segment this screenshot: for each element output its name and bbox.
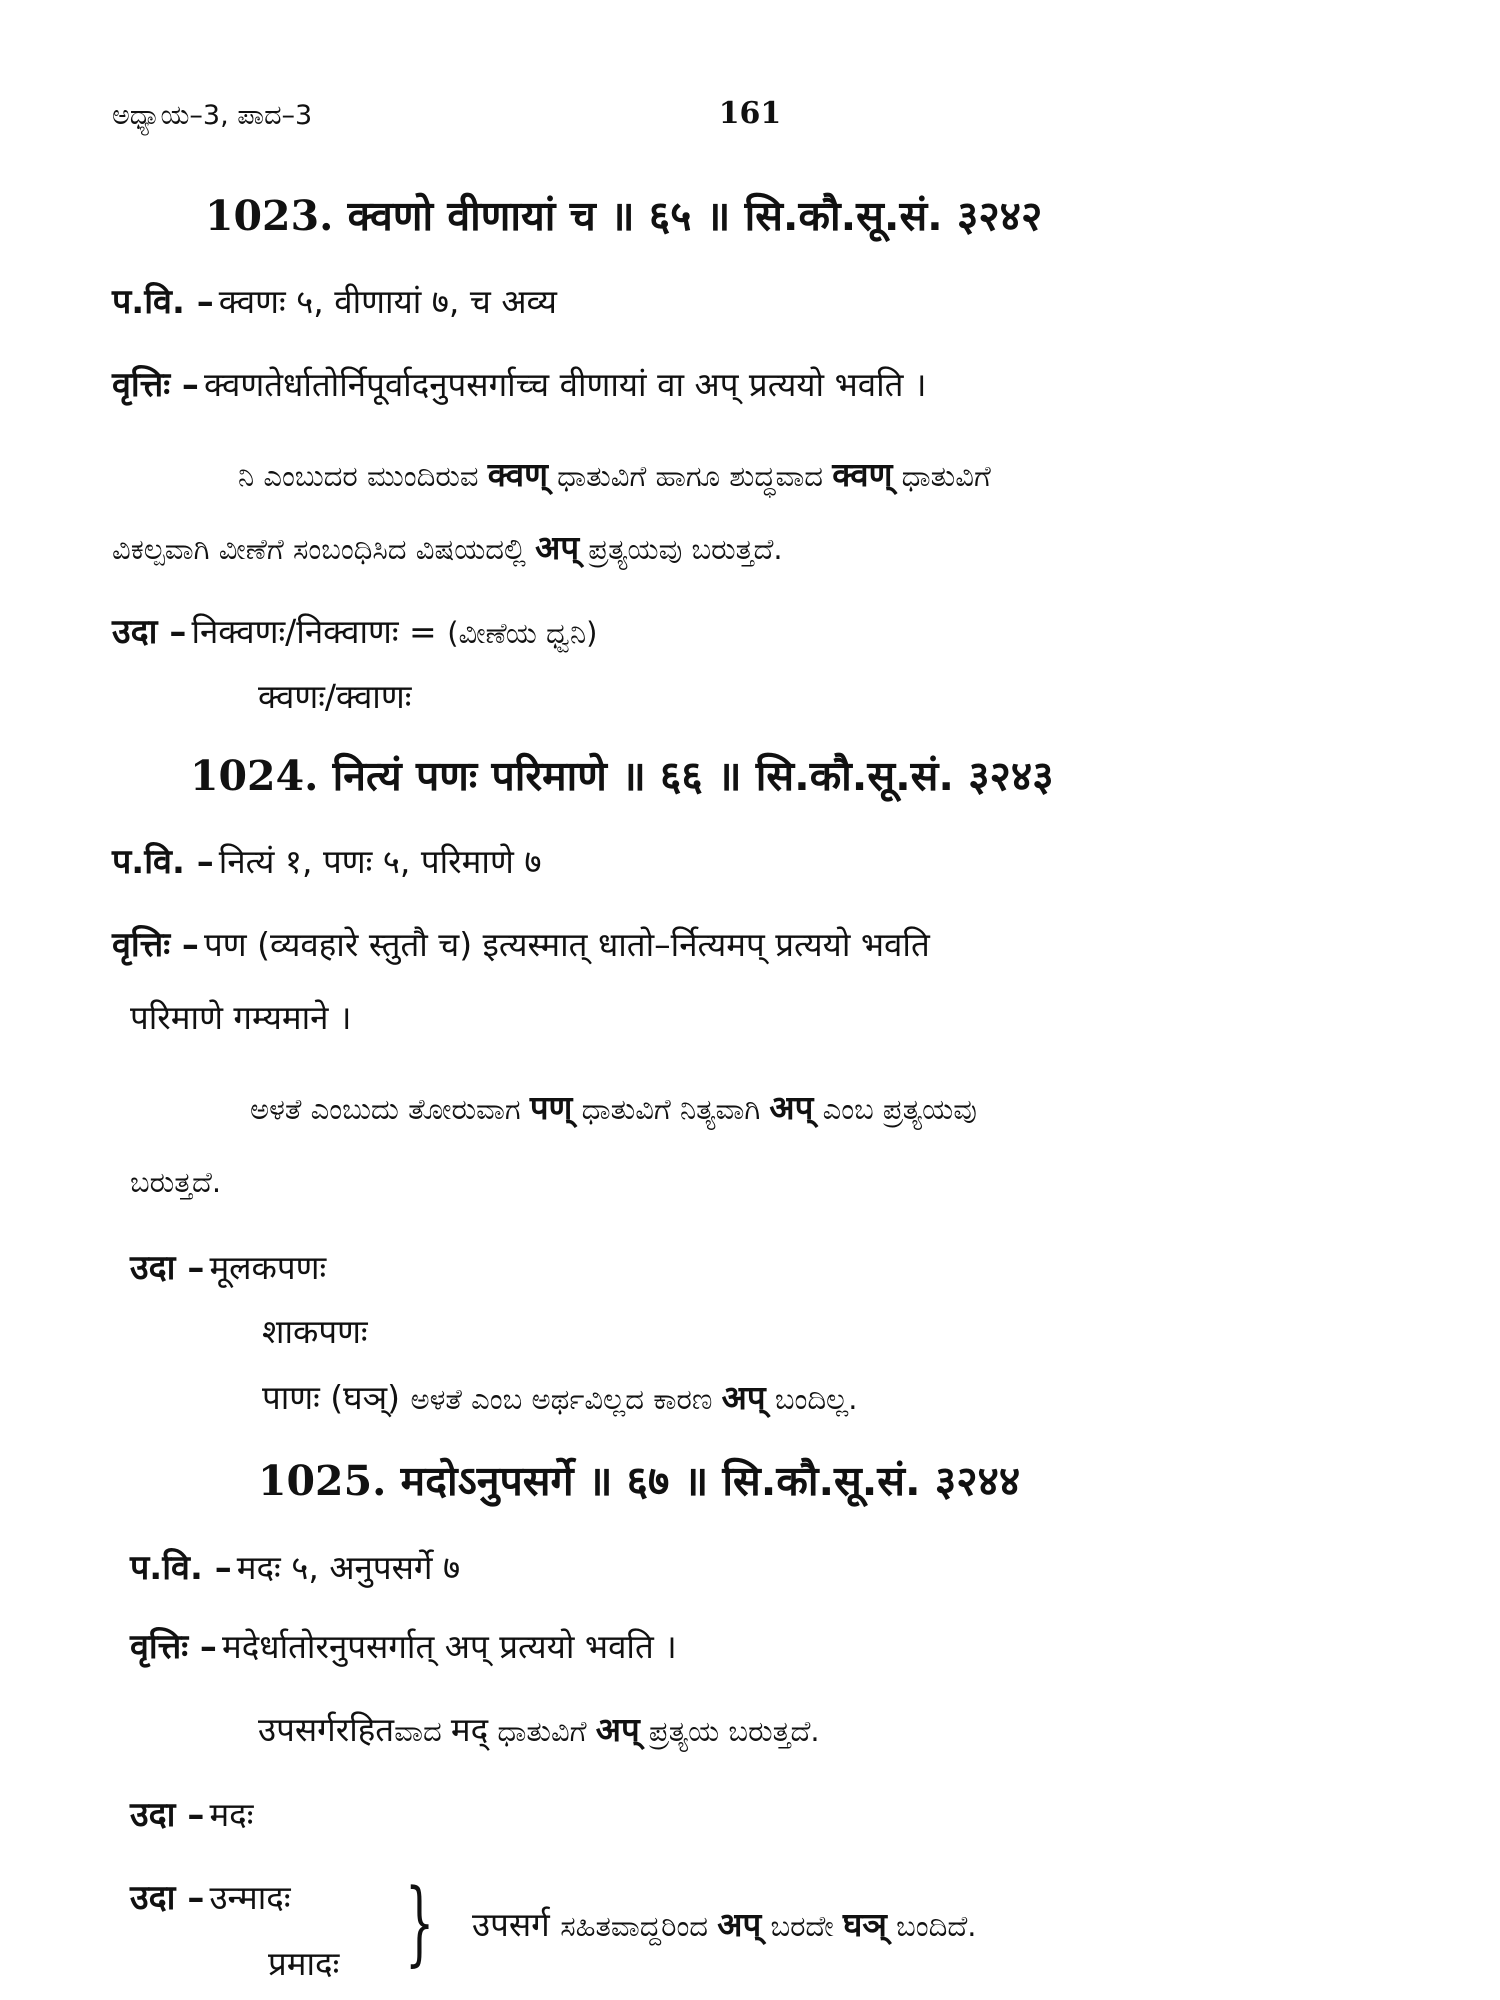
udaharana-1025-line2 [130,1878,291,1919]
text-run: ಪ್ರತ್ಯಯವು ಬರುತ್ತದೆ. [579,532,783,566]
sutra-1024-heading [190,752,1054,801]
sutra-number: 1023. [205,192,334,240]
kannada-explanation-1023-line1 [238,455,991,495]
root-term: क्वण् [487,455,548,494]
example-text: निक्वणः/निक्वाणः = [191,612,448,651]
pavi-text: मदः ५, अनुपसर्गे ७ [236,1548,461,1587]
suffix-term: अप् [717,1905,762,1944]
kannada-explanation-1024-line1 [250,1088,977,1128]
vritti-label: वृत्तिः – [130,1627,217,1667]
text-run: उपसर्ग [472,1905,561,1944]
udaharana-1023-line1 [112,612,597,653]
grouping-note [472,1905,976,1945]
pavi-label: प.वि. – [112,282,214,322]
vritti-1025 [130,1627,677,1668]
udaharana-1024-line1 [130,1248,326,1289]
uda-label: उदा – [130,1878,205,1918]
text-run: ಬಂದಿಲ್ಲ. [765,1382,858,1416]
text-run: उपसर्गरहित [258,1710,395,1749]
vritti-text: पण (व्यवहारे स्तुतौ च) इत्यस्मात् धातो–र्नित्यमप् प्रत्ययो भवति [204,925,930,964]
text-run: ವಿಕಲ್ಪವಾಗಿ ವೀಣೆಗೆ ಸಂಬಂಧಿಸಿದ ವಿಷಯದಲ್ಲಿ [112,532,536,566]
pavi-label: प.वि. – [112,842,214,882]
uda-label: उदा – [130,1248,205,1288]
example-text: मूलकपणः [209,1248,327,1287]
suffix-term: अप् [535,528,580,567]
text-run: ಸಹಿತವಾದ್ದರಿಂದ [560,1909,718,1943]
pada-vibhaga-1024 [112,842,541,883]
pavi-text: नित्यं १, पणः ५, परिमाणे ७ [218,842,542,881]
sutra-number: 1024. [190,752,319,800]
text-run: ಪ್ರತ್ಯಯ ಬರುತ್ತದೆ. [639,1714,820,1748]
running-title: ಅಧ್ಯಾಯ–3, ಪಾದ–3 [112,100,313,131]
udaharana-1024-line2: शाकपणः [262,1312,368,1351]
example-text: मदः [209,1795,254,1834]
suffix-term: अप् [721,1378,766,1417]
sutra-text: मदोऽनुपसर्गे ॥ ६७ ॥ सि.कौ.सू.सं. ३२४४ [400,1457,1021,1505]
sutra-number: 1025. [258,1457,387,1505]
root-term: मद् [450,1710,489,1749]
pavi-text: क्वणः ५, वीणायां ७, च अव्य [218,282,557,321]
example-gloss: (ವೀಣೆಯ ಧ್ವನಿ) [447,616,598,650]
suffix-term: घञ् [842,1905,887,1944]
text-run: ಧಾತುವಿಗೆ ಹಾಗೂ ಶುದ್ಧವಾದ [547,459,833,493]
text-run: ಧಾತುವಿಗೆ [488,1714,596,1748]
grouping-brace: } [405,1869,435,1976]
vritti-text: मदेर्धातोरनुपसर्गात् अप् प्रत्ययो भवति । [222,1627,677,1666]
text-run: ನಿ ಎಂಬುದರ ಮುಂದಿರುವ [238,459,488,493]
suffix-term: अप् [595,1710,640,1749]
root-term: पण् [529,1088,573,1127]
root-term: क्वण् [832,455,893,494]
text-run: ಅಳತೆ ಎಂಬುದು ತೋರುವಾಗ [250,1092,530,1126]
pada-vibhaga-1023 [112,282,557,323]
text-run: ಧಾತುವಿಗೆ ನಿತ್ಯವಾಗಿ [572,1092,770,1126]
kannada-explanation-1023-line2 [112,528,783,568]
kannada-explanation-1025 [258,1710,820,1750]
sutra-1025-heading [258,1457,1020,1506]
uda-label: उदा – [130,1795,205,1835]
udaharana-1025-line1 [130,1795,253,1836]
vritti-1024-line2: परिमाणे गम्यमाने । [130,998,352,1037]
pada-vibhaga-1025 [130,1548,460,1589]
text-run: ಧಾತುವಿಗೆ [892,459,991,493]
vritti-label: वृत्तिः – [112,365,199,405]
udaharana-1025-line3: प्रमादः [268,1944,340,1983]
text-run: ಎಂಬ ಪ್ರತ್ಯಯವು [813,1092,977,1126]
suffix-term: अप् [769,1088,814,1127]
udaharana-1023-line2: क्वणः/क्वाणः [258,677,412,716]
sutra-text: क्वणो वीणायां च ॥ ६५ ॥ सि.कौ.सू.सं. ३२४२ [347,192,1043,240]
example-text: उन्मादः [209,1878,291,1917]
vritti-1024-line1 [112,925,930,966]
vritti-label: वृत्तिः – [112,925,199,965]
sutra-1023-heading [205,192,1042,241]
kannada-explanation-1024-line2: ಬರುತ್ತದೆ. [130,1165,222,1199]
pavi-label: प.वि. – [130,1548,232,1588]
sutra-text: नित्यं पणः परिमाणे ॥ ६६ ॥ सि.कौ.सू.सं. ३२४३ [332,752,1054,800]
page-number: 161 [718,96,782,131]
udaharana-1024-line3 [262,1378,858,1418]
uda-label: उदा – [112,612,187,652]
vritti-1023 [112,365,927,406]
text-run: ವಾದ [394,1714,451,1748]
page-header [112,96,1388,140]
text-run: ಅಳತೆ ಎಂಬ ಅರ್ಥವಿಲ್ಲದ ಕಾರಣ [410,1382,722,1416]
example-text: पाणः (घञ्) [262,1378,411,1417]
text-run: ಬಂದಿದೆ. [886,1909,977,1943]
text-run: ಬರದೇ [761,1909,843,1943]
vritti-text: क्वणतेर्धातोर्निपूर्वादनुपसर्गाच्च वीणायां वा अप् प्रत्ययो भवति । [204,365,927,404]
